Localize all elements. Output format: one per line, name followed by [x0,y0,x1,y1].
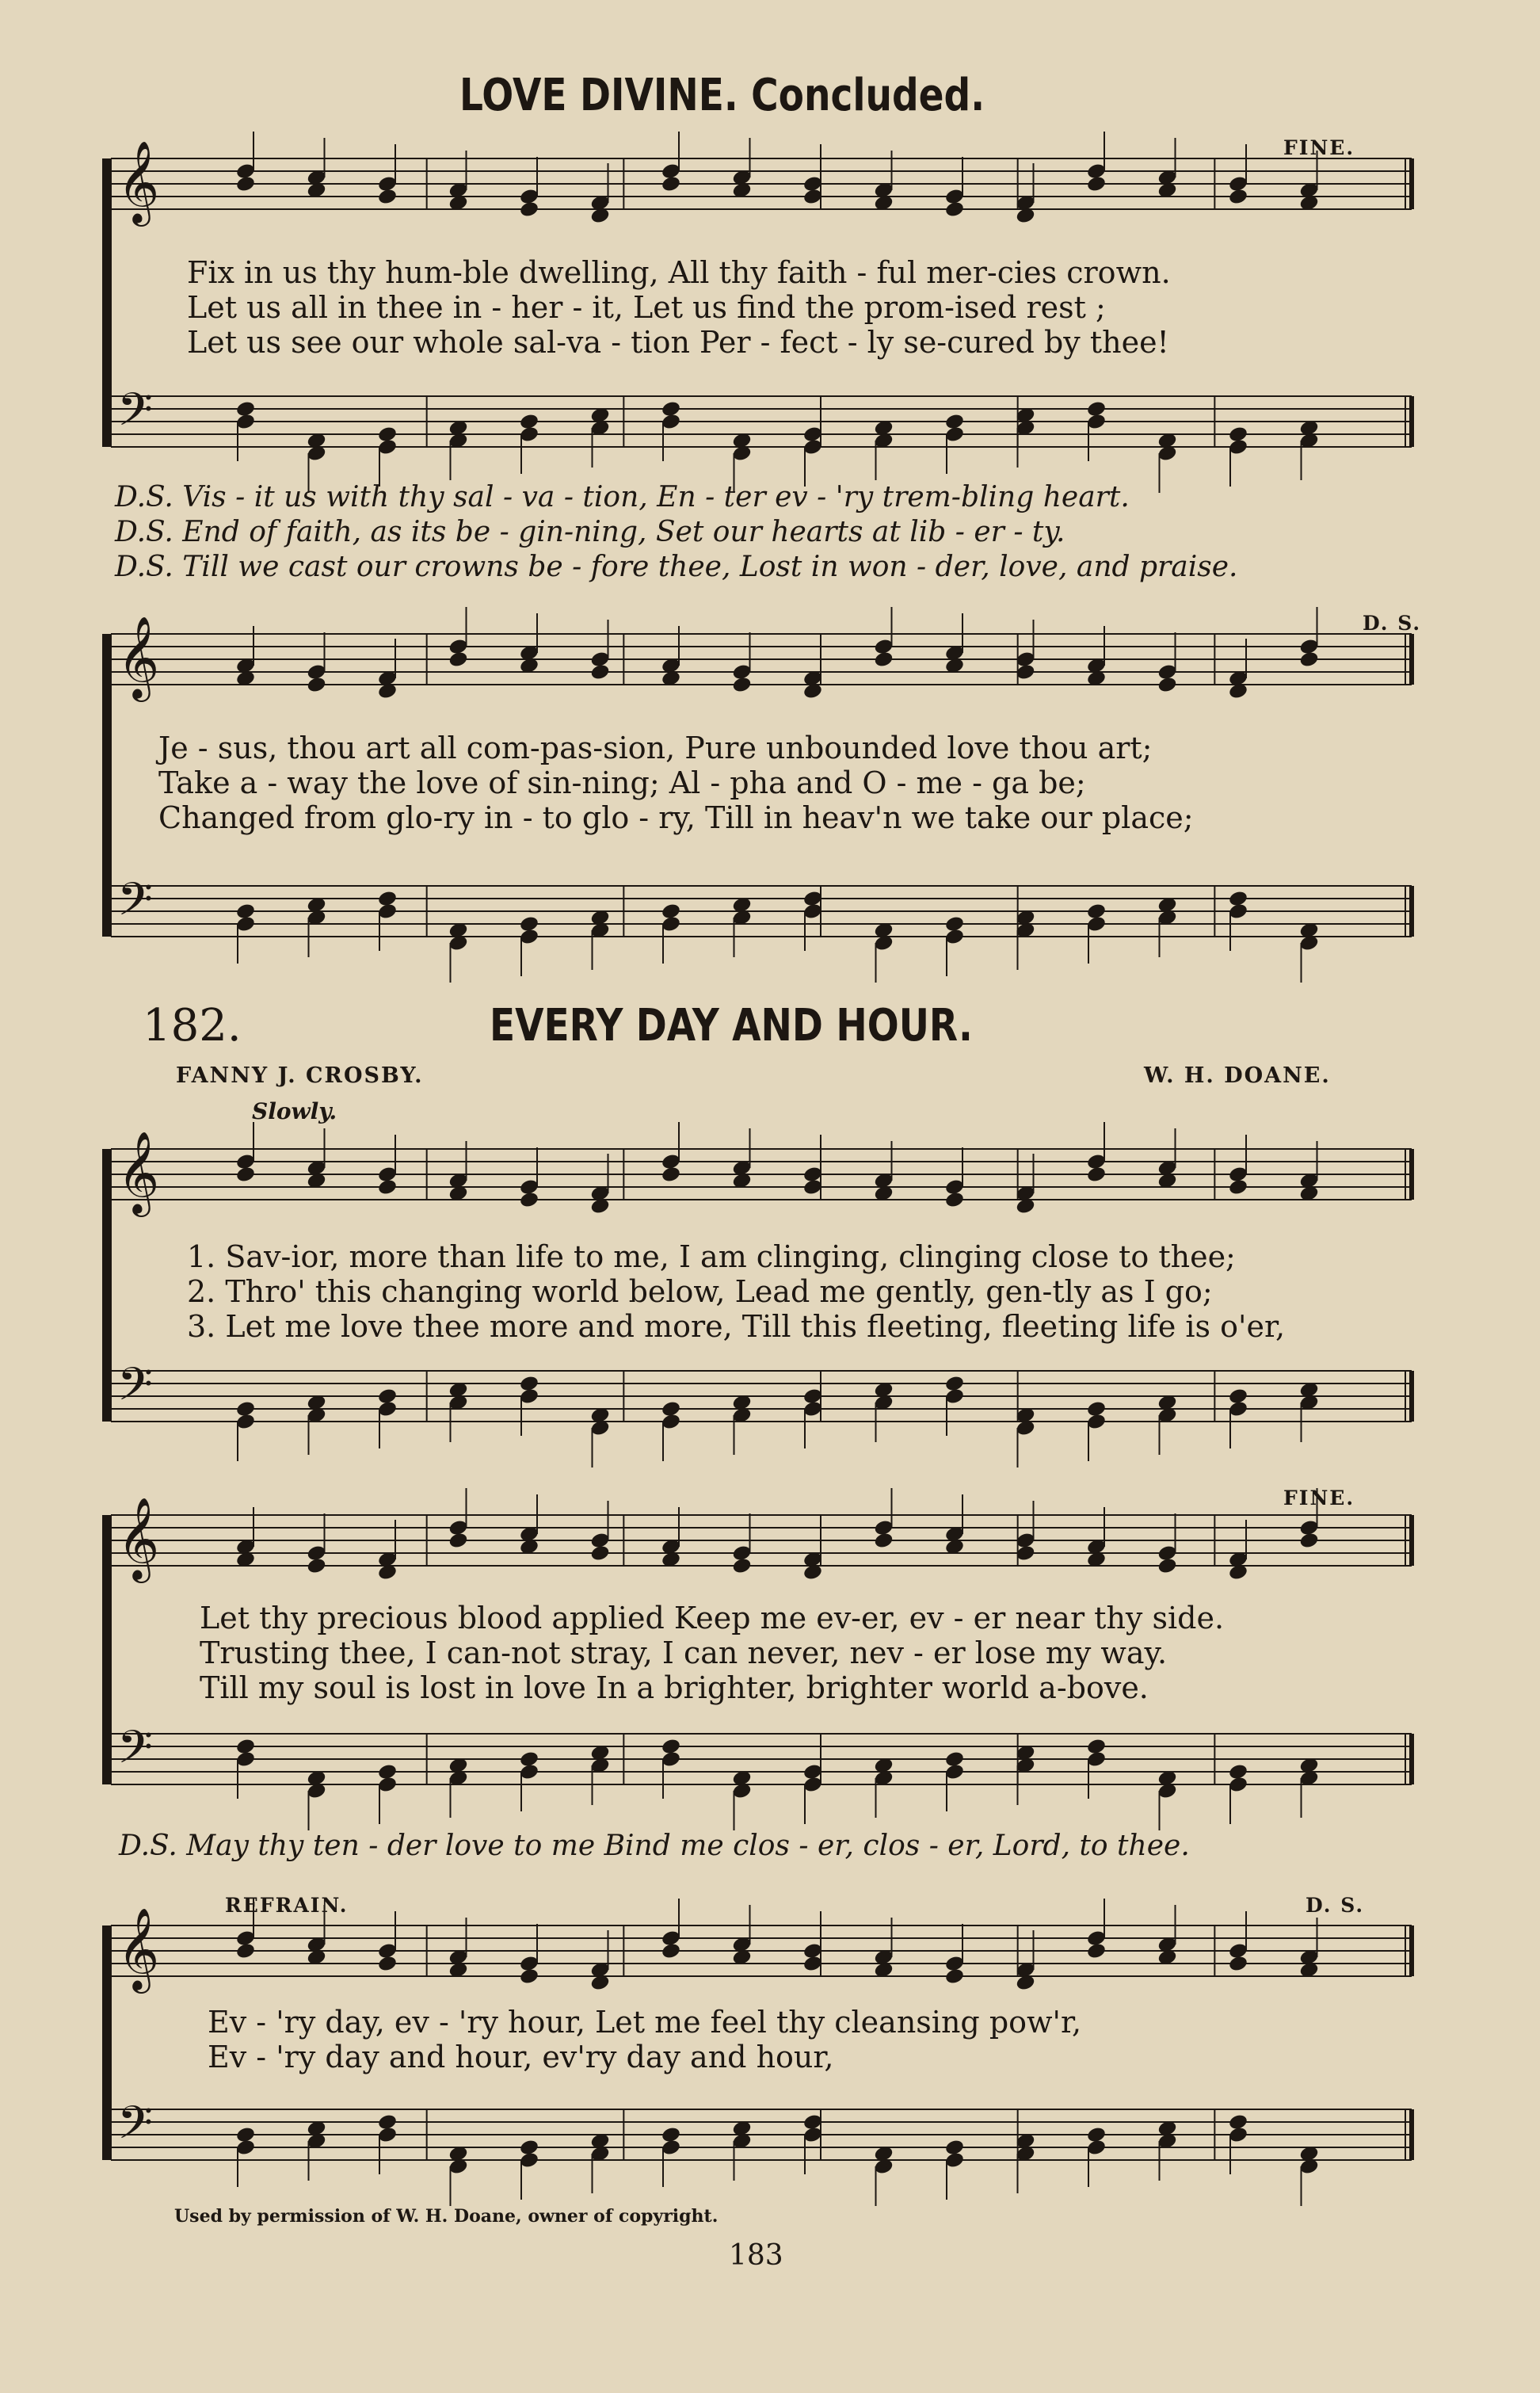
note-head [873,651,894,669]
note-head [448,1532,468,1550]
composer-credit: W. H. DOANE. [1144,1063,1331,1088]
ds-line: D.S. Till we cast our crowns be - fore thee, Lost in won - der, love, and praise. [115,551,1238,583]
lyric-line: Till my soul is lost in love In a brighter, brighter world a-bove. [200,1670,1149,1705]
lyric-line: Fix in us thy hum-ble dwelling, All thy faith - ful mer-cies crown. [187,255,1171,290]
ds-line: D.S. Vis - it us with thy sal - va - tion, En - ter ev - 'ry trem-bling heart. [115,481,1130,513]
hymn-number: 182. [143,1000,242,1051]
bass-clef-icon: 𝄢 [117,383,154,448]
lyric-line: Let thy precious blood applied Keep me ev-er, ev - er near thy side. [200,1601,1225,1635]
treble-clef-icon: 𝄞 [117,616,160,699]
ds-line-182: D.S. May thy ten - der love to me Bind me clos - er, clos - er, Lord, to thee. [119,1830,1190,1862]
fine-mark-182: FINE. [1283,1487,1355,1509]
note-head [519,1191,539,1209]
note-head [1228,1178,1248,1196]
refrain-lyrics [208,2005,1081,2074]
note-head [1228,1955,1248,1973]
note-head [519,1967,539,1986]
treble-clef-icon: 𝄞 [117,1907,160,1990]
note-head [1298,1532,1319,1550]
lyric-line: 2. Thro' this changing world below, Lead me gently, gen-tly as I go; [187,1274,1213,1309]
note-head [377,1178,398,1196]
hymn-title-love-divine: LOVE DIVINE. Concluded. [459,70,985,121]
note-head [235,1942,256,1960]
bass-clef-icon: 𝄢 [117,1357,154,1422]
refrain-label: REFRAIN. [225,1894,349,1917]
tempo-marking: Slowly. [252,1098,337,1124]
note-head [589,663,610,681]
note-head [1086,1942,1107,1960]
note-head [1086,1166,1107,1184]
verse-lyrics-182-a [187,1239,1285,1344]
note-head [661,1942,681,1960]
note-head [731,1557,752,1575]
note-head [306,676,326,694]
lyric-line: Let us all in thee in - her - it, Let us find the prom-ised rest ; [187,290,1106,325]
note-head [1298,651,1319,669]
note-head [448,651,468,669]
note-head [1157,1557,1177,1575]
note-head [589,1544,610,1563]
page-number: 183 [729,2239,783,2272]
copyright-footnote: Used by permission of W. H. Doane, owner of copyright. [174,2206,719,2227]
lyric-line: Ev - 'ry day, ev - 'ry hour, Let me feel thy cleansing pow'r, [208,2005,1082,2040]
note-head [377,188,398,206]
lyric-line: Take a - way the love of sin-ning; Al - pha and O - me - ga be; [158,765,1086,800]
note-head [944,1967,965,1986]
ds-mark: D. S. [1363,612,1422,635]
lyric-line: Ev - 'ry day and hour, ev'ry day and hour, [208,2040,834,2074]
note-head [731,676,752,694]
treble-clef-icon: 𝄞 [117,140,160,223]
bass-clef-icon: 𝄢 [117,872,154,937]
lyric-line: Changed from glo-ry in - to glo - ry, Till in heav'n we take our place; [158,800,1194,835]
note-head [306,1557,326,1575]
lyric-line: Trusting thee, I can-not stray, I can never, nev - er lose my way. [200,1635,1168,1670]
note-head [519,200,539,219]
treble-clef-icon: 𝄞 [117,1497,160,1580]
note-head [377,1955,398,1973]
verse-lyrics-upper-2 [158,731,1194,835]
note-head [1228,188,1248,206]
note-head [235,1166,256,1184]
fine-mark: FINE. [1283,136,1355,159]
lyric-line: Je - sus, thou art all com-pas-sion, Pure unbounded love thou art; [158,731,1153,765]
note-head [873,1532,894,1550]
lyric-line: 3. Let me love thee more and more, Till this fleeting, fleeting life is o'er, [187,1309,1286,1344]
note-head [1086,175,1107,193]
note-head [1157,676,1177,694]
lyricist-credit: FANNY J. CROSBY. [176,1063,424,1088]
ds-lyrics-upper [115,480,1237,585]
note-head [944,200,965,219]
note-head [235,175,256,193]
note-head [661,175,681,193]
lyric-line: 1. Sav-ior, more than life to me, I am clinging, clinging close to thee; [187,1239,1236,1274]
bass-clef-icon: 𝄢 [117,2096,154,2161]
ds-line: D.S. End of faith, as its be - gin-ning, Set our hearts at lib - er - ty. [115,516,1065,548]
ds-mark-182: D. S. [1306,1894,1365,1917]
treble-clef-icon: 𝄞 [117,1131,160,1214]
verse-lyrics-upper-1 [187,255,1171,360]
note-head [944,1191,965,1209]
hymn-title-every-day: EVERY DAY AND HOUR. [490,1000,973,1051]
lyric-line: Let us see our whole sal-va - tion Per - fect - ly se-cured by thee! [187,325,1169,360]
note-head [661,1166,681,1184]
bass-clef-icon: 𝄢 [117,1720,154,1785]
verse-lyrics-182-b [200,1601,1224,1705]
